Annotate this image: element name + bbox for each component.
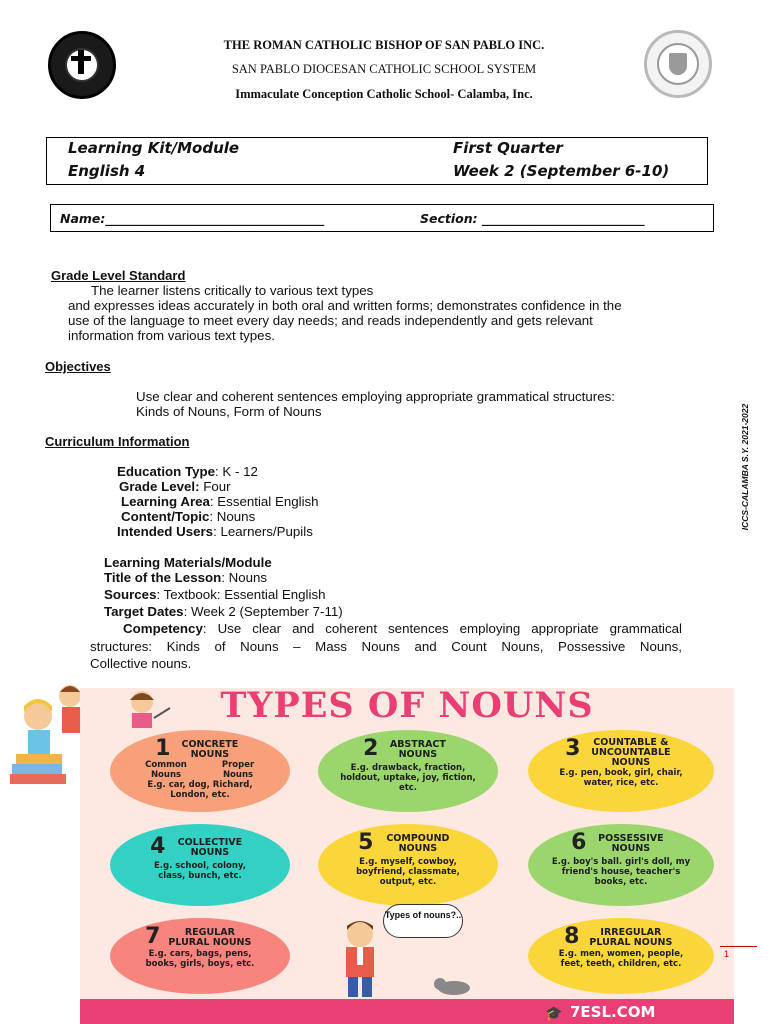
module-title: Learning Kit/Module <box>68 139 240 157</box>
bubble-example: E.g. school, colony, class, bunch, etc. <box>153 861 247 881</box>
bubble-irregular-plural-nouns <box>528 918 714 994</box>
bubble-example: E.g. myself, cowboy, boyfriend, classmate, output, etc. <box>356 857 460 887</box>
objective-line2: Kinds of Nouns, Form of Nouns <box>136 404 322 419</box>
brand-label: 7ESL.COM <box>570 1003 656 1021</box>
bubble-title: COUNTABLE & UNCOUNTABLE NOUNS <box>591 737 671 768</box>
cat-illustration <box>432 974 472 996</box>
sources-row: Sources: Textbook: Essential English <box>104 587 326 602</box>
bubble-number: 5 <box>358 830 374 855</box>
quarter-label: First Quarter <box>453 139 563 157</box>
header-school: Immaculate Conception Catholic School- Calamba, Inc. <box>235 87 533 101</box>
bubble-subtype-common: Common Nouns <box>145 760 187 780</box>
competency-line3: Collective nouns. <box>90 656 192 671</box>
curriculum-row: Grade Level: Four <box>119 479 231 494</box>
bubble-abstract-nouns <box>318 730 498 812</box>
section-field[interactable]: Section: __________________________ <box>420 211 645 226</box>
curriculum-row: Content/Topic: Nouns <box>121 509 256 524</box>
bubble-number: 7 <box>145 924 161 949</box>
bubble-number: 2 <box>363 736 379 761</box>
lesson-title-row: Title of the Lesson: Nouns <box>104 570 268 585</box>
grade-level-line2: and expresses ideas accurately in both oral and written forms; demonstrates confidence in the <box>68 298 622 313</box>
grade-level-heading: Grade Level Standard <box>51 268 186 283</box>
bubble-concrete-nouns <box>110 730 290 812</box>
teacher-illustration <box>120 688 172 728</box>
bubble-title: POSSESSIVE NOUNS <box>598 833 664 854</box>
header-org: THE ROMAN CATHOLIC BISHOP OF SAN PABLO INC. <box>223 38 545 52</box>
bubble-number: 1 <box>155 736 171 761</box>
bubble-compound-nouns <box>318 824 498 906</box>
bubble-title: ABSTRACT NOUNS <box>389 739 446 760</box>
subject-title: English 4 <box>68 162 146 180</box>
week-label: Week 2 (September 6-10) <box>453 162 670 180</box>
bubble-title: CONCRETE NOUNS <box>181 739 239 760</box>
bubble-countable-nouns <box>528 730 714 812</box>
bubble-example: E.g. pen, book, girl, chair, water, rice, etc. <box>559 768 683 788</box>
thinking-man-illustration <box>330 916 390 1000</box>
grade-level-line1: The learner listens critically to various text types <box>91 283 374 298</box>
curriculum-row: Intended Users: Learners/Pupils <box>117 524 313 539</box>
bubble-example: E.g. drawback, fraction, holdout, uptake, joy, fiction, etc. <box>340 763 476 793</box>
graduation-cap-icon: 🎓 <box>545 1005 563 1021</box>
bubble-title: REGULAR PLURAL NOUNS <box>168 927 252 948</box>
curriculum-row: Education Type: K - 12 <box>117 464 258 479</box>
infographic-title: TYPES OF NOUNS <box>220 688 594 726</box>
page-number-rule <box>720 946 757 947</box>
curriculum-heading: Curriculum Information <box>45 434 190 449</box>
competency-line2: structures: Kinds of Nouns – Mass Nouns and Count Nouns, Possessive Nouns, <box>90 639 682 654</box>
target-dates-row: Target Dates: Week 2 (September 7-11) <box>104 604 343 619</box>
bubble-title: COLLECTIVE NOUNS <box>177 837 243 858</box>
bubble-possessive-nouns <box>528 824 714 906</box>
bubble-number: 4 <box>150 834 166 859</box>
bubble-collective-nouns <box>110 824 290 906</box>
name-field[interactable]: Name:___________________________________ <box>60 211 325 226</box>
types-of-nouns-infographic <box>80 688 734 1024</box>
objective-line1: Use clear and coherent sentences employing appropriate grammatical structures: <box>136 389 615 404</box>
page-number: 1 <box>724 949 730 959</box>
bubble-title: IRREGULAR PLURAL NOUNS <box>589 927 673 948</box>
bubble-title: COMPOUND NOUNS <box>386 833 450 854</box>
bubble-subtype-proper: Proper Nouns <box>221 760 255 780</box>
materials-heading: Learning Materials/Module <box>104 555 272 570</box>
objectives-heading: Objectives <box>45 359 111 374</box>
thought-cloud: Types of nouns?.. <box>383 904 463 938</box>
bubble-example: E.g. boy's ball. girl's doll, my friend's house, teacher's books, etc. <box>551 857 691 887</box>
bubble-regular-plural-nouns <box>110 918 290 994</box>
header-system: SAN PABLO DIOCESAN CATHOLIC SCHOOL SYSTEM <box>231 62 537 76</box>
bubble-number: 6 <box>571 830 587 855</box>
bubble-example: E.g. men, women, people, feet, teeth, children, etc. <box>558 949 684 969</box>
bubble-example: E.g. car, dog, Richard, London, etc. <box>147 780 253 800</box>
grade-level-line3: use of the language to meet every day needs; and reads independently and gets relevant <box>68 313 593 328</box>
bubble-example: E.g. cars, bags, pens, books, girls, boys, etc. <box>145 949 255 969</box>
bubble-number: 8 <box>564 924 580 949</box>
competency-row: Competency: Use clear and coherent sentences employing appropriate grammatical <box>123 621 682 636</box>
school-year-side-label: ICCS-CALAMBA S.Y. 2021-2022 <box>740 403 750 531</box>
bubble-number: 3 <box>565 736 581 761</box>
curriculum-row: Learning Area: Essential English <box>121 494 319 509</box>
grade-level-line4: information from various text types. <box>68 328 275 343</box>
